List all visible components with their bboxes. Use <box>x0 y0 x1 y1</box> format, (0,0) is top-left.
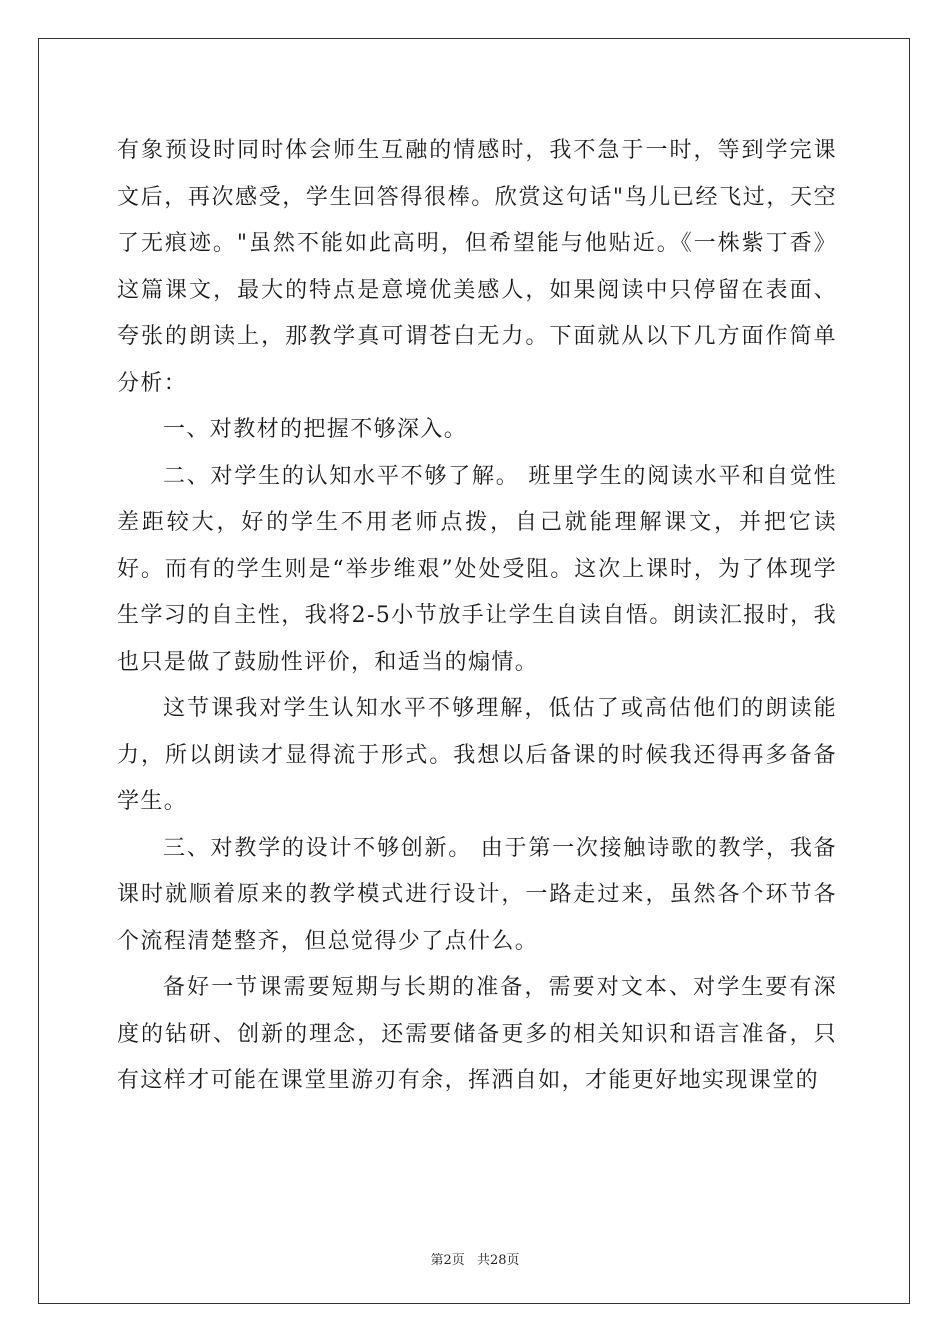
paragraph-4: 这节课我对学生认知水平不够理解，低估了或高估他们的朗读能力，所以朗读才显得流于形式。我想以后备课的时候我还得再多备备学生。 <box>117 696 837 814</box>
page-number: 第2页 <box>430 1253 465 1268</box>
page-footer <box>0 1249 950 1268</box>
paragraph-6: 备好一节课需要短期与长期的准备，需要对文本、对学生要有深度的钻研、创新的理念，还需要储备更多的相关知识和语言准备，只有这样才可能在课堂里游刃有余，挥洒自如，才能更好地实现课堂的 <box>117 975 837 1093</box>
paragraph-5: 三、对教学的设计不够创新。 由于第一次接触诗歌的教学，我备课时就顺着原来的教学模式进行设计，一路走过来，虽然各个环节各个流程清楚整齐，但总觉得少了点什么。 <box>117 835 837 954</box>
paragraph-2: 一、对教材的把握不够深入。 <box>163 417 468 442</box>
paragraph-3: 二、对学生的认知水平不够了解。 班里学生的阅读水平和自觉性差距较大，好的学生不用老师点拨，自己就能理解课文，并把它读好。而有的学生则是“举步维艰”处处受阻。这次上课时，为了体现学生学习的自主性，我将2-5小节放手让学生自读自悟。朗读汇报时，我也只是做了鼓励性评价，和适当的煽情。 <box>117 463 837 675</box>
paragraph-1: 有象预设时同时体会师生互融的情感时，我不急于一时，等到学完课文后，再次感受，学生回答得很棒。欣赏这句话"鸟儿已经飞过，天空了无痕迹。"虽然不能如此高明，但希望能与他贴近。《一株紫丁香》这篇课文，最大的特点是意境优美感人，如果阅读中只停留在表面、夸张的朗读上，那教学真可谓苍白无力。下面就从以下几方面作简单分析： <box>117 138 837 396</box>
page-total: 共28页 <box>476 1253 520 1268</box>
document-body <box>117 128 837 1105</box>
